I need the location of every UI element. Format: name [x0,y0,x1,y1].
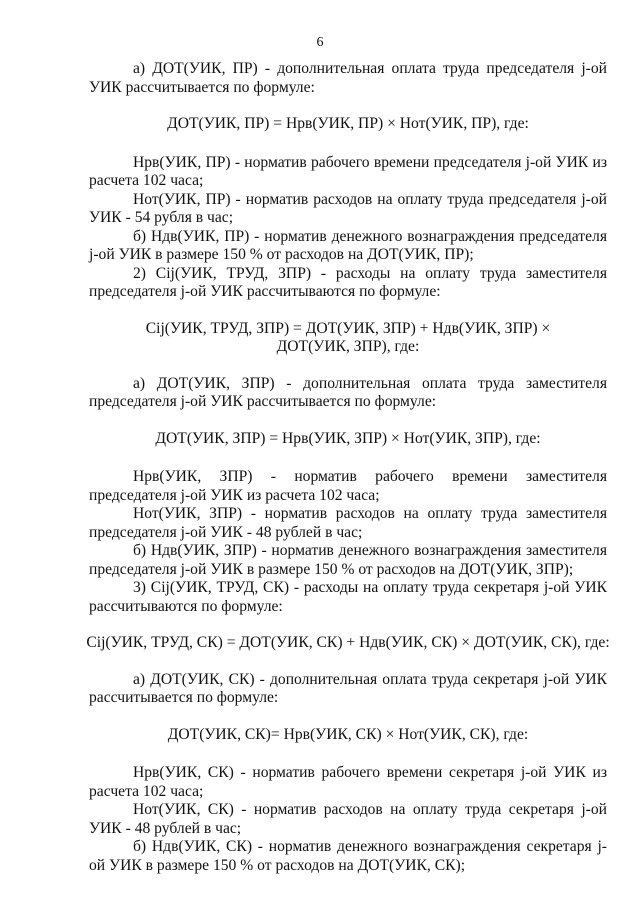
paragraph: Нот(УИК, ПР) - норматив расходов на оплату труда председателя j-ой УИК - 54 рубля в час; [89,190,607,226]
page-number: 6 [316,35,324,50]
paragraph: 3) Cij(УИК, ТРУД, СК) - расходы на оплату труда секретаря j-ой УИК рассчитываются по формуле: [89,579,607,615]
paragraph: Нрв(УИК, ПР) - норматив рабочего времени председателя j-ой УИК из расчета 102 часа; [89,153,607,189]
paragraph: б) Ндв(УИК, ПР) - норматив денежного вознаграждения председателя j-ой УИК в размере 150 % от расходов на ДОТ(УИК, ПР); [89,227,607,263]
formula: ДОТ(УИК, СК)= Нрв(УИК, СК) × Нот(УИК, СК), где: [167,725,529,743]
formula-line-1: Cij(УИК, ТРУД, ЗПР) = ДОТ(УИК, ЗПР) + Ндв(УИК, ЗПР) × [145,319,551,337]
paragraph: б) Ндв(УИК, СК) - норматив денежного вознаграждения секретаря j-ой УИК в размере 150 % от расходов на ДОТ(УИК, СК); [89,838,607,874]
paragraph: Нрв(УИК, СК) - норматив рабочего времени секретаря j-ой УИК из расчета 102 часа; [89,764,607,800]
paragraph: а) ДОТ(УИК, СК) - дополнительная оплата труда секретаря j-ой УИК рассчитывается по формуле: [89,670,607,706]
paragraph: Нот(УИК, СК) - норматив расходов на оплату труда секретаря j-ой УИК - 48 рублей в час; [89,801,607,837]
paragraph: Нрв(УИК, ЗПР) - норматив рабочего времени заместителя председателя j-ой УИК из расчета 102 часа; [89,468,607,504]
formula: Cij(УИК, ТРУД, СК) = ДОТ(УИК, СК) + Ндв(УИК, СК) × ДОТ(УИК, СК), где: [86,634,610,651]
paragraph: б) Ндв(УИК, ЗПР) - норматив денежного вознаграждения заместителя председателя j-ой УИК в размере 150 % от расходов на ДОТ(УИК, ЗПР); [89,542,607,578]
document-body [86,60,610,875]
formula: ДОТ(УИК, ЗПР) = Нрв(УИК, ЗПР) × Нот(УИК, ЗПР), где: [155,429,541,447]
paragraph: а) ДОТ(УИК, ПР) - дополнительная оплата труда председателя j-ой УИК рассчитывается по формуле: [89,60,607,96]
formula: ДОТ(УИК, ПР) = Нрв(УИК, ПР) × Нот(УИК, ПР), где: [167,115,529,132]
paragraph: 2) Cij(УИК, ТРУД, ЗПР) - расходы на оплату труда заместителя председателя j-ой УИК рассчитываются по формуле: [89,264,607,300]
paragraph: Нот(УИК, ЗПР) - норматив расходов на оплату труда заместителя председателя j-ой УИК - 48 рублей в час; [89,505,607,541]
paragraph: а) ДОТ(УИК, ЗПР) - дополнительная оплата труда заместителя председателя j-ой УИК рассчитывается по формуле: [89,374,607,410]
formula-line-2: ДОТ(УИК, ЗПР), где: [276,338,420,355]
